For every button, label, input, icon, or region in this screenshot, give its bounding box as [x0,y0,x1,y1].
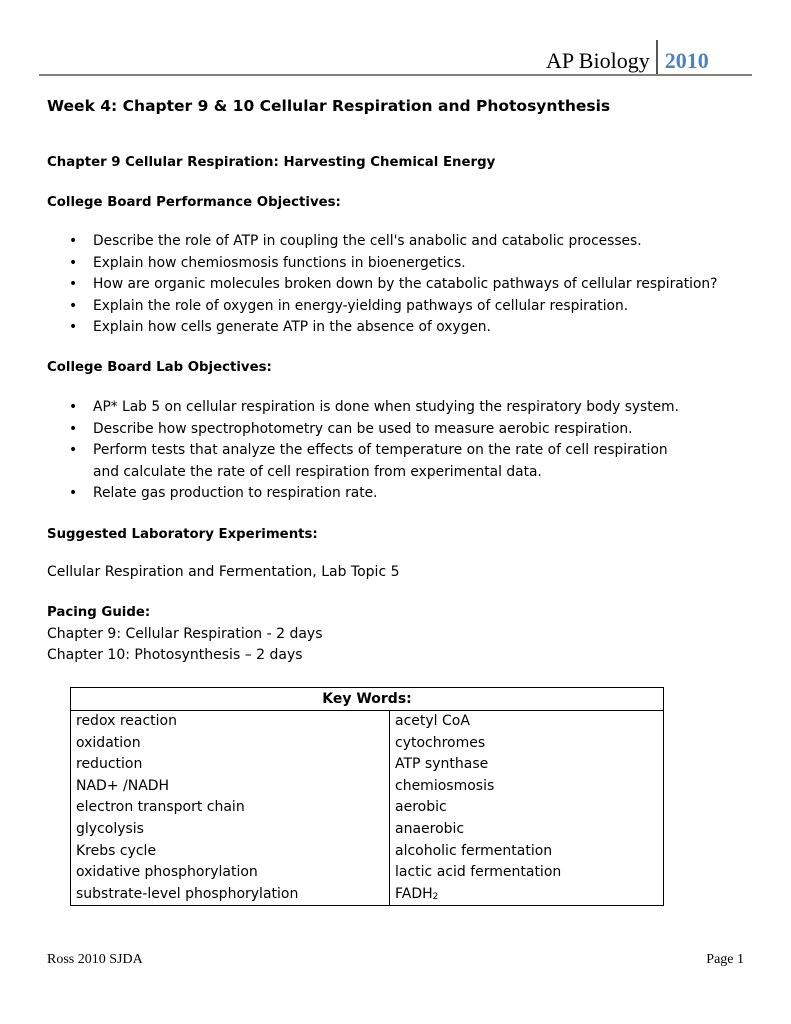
list-item-continuation: and calculate the rate of cell respiration from experimental data. [93,463,542,480]
list-item: • Describe how spectrophotometry can be used to measure aerobic respiration. [69,420,633,437]
keyword: oxidation [76,734,141,751]
keyword: alcoholic fermentation [395,842,553,859]
keyword: substrate-level phosphorylation [76,885,299,902]
keyword: lactic acid fermentation [395,864,562,881]
list-item: • Relate gas production to respiration rate. [69,485,378,501]
keyword: ATP synthase [395,756,489,773]
header-rule [39,74,752,76]
keyword: acetyl CoA [395,713,470,729]
pacing-line-1: Chapter 9: Cellular Respiration - 2 days [47,626,323,642]
footer-left: Ross 2010 SJDA [47,952,143,967]
keyword: oxidative phosphorylation [76,864,258,881]
keyword: NAD+ /NADH [76,777,170,794]
header-subject: AP Biology [546,48,650,73]
key-words-table [70,687,664,906]
keyword: redox reaction [76,713,177,729]
page-header [546,38,709,76]
list-item: • Describe the role of ATP in coupling the cell's anabolic and catabolic processes. [69,233,642,249]
experiments-heading: Suggested Laboratory Experiments: [47,527,318,542]
keyword: glycolysis [76,820,144,837]
keyword-fadh2: $FADH_2$ [395,885,439,902]
keyword: Krebs cycle [76,842,157,859]
key-words-right-column [390,711,664,906]
list-item: • How are organic molecules broken down by the catabolic pathways of cellular respiration? [69,276,718,292]
list-item: • Perform tests that analyze the effects of temperature on the rate of cell respiration [69,442,668,458]
footer-page-number: Page 1 [706,952,744,967]
list-item: • Explain how cells generate ATP in the absence of oxygen. [69,319,491,335]
chapter-heading: Chapter 9 Cellular Respiration: Harvesting Chemical Energy [47,155,496,170]
keyword: chemiosmosis [395,777,495,794]
list-item: • Explain the role of oxygen in energy-yielding pathways of cellular respiration. [69,297,629,314]
experiments-text: Cellular Respiration and Fermentation, Lab Topic 5 [47,564,400,580]
key-words-heading: Key Words: [71,688,664,711]
list-item: • AP* Lab 5 on cellular respiration is done when studying the respiratory body system. [69,399,679,415]
lab-objectives-list [47,397,747,505]
performance-objectives-list [47,231,747,339]
keyword: aerobic [395,799,447,816]
performance-heading: College Board Performance Objectives: [47,195,341,210]
lab-heading: College Board Lab Objectives: [47,360,272,375]
key-words-left-column [71,711,390,906]
pacing-heading: Pacing Guide: [47,605,151,620]
keyword: electron transport chain [76,799,245,816]
keyword: cytochromes [395,734,486,751]
page-title: Week 4: Chapter 9 & 10 Cellular Respiration and Photosynthesis [47,97,611,115]
header-year: 2010 [664,48,709,73]
list-item: • Explain how chemiosmosis functions in bioenergetics. [69,254,466,271]
keyword: anaerobic [395,820,465,837]
fadh-subscript: 2 [432,891,439,902]
pacing-line-2: Chapter 10: Photosynthesis – 2 days [47,647,303,663]
keyword: reduction [76,756,143,773]
